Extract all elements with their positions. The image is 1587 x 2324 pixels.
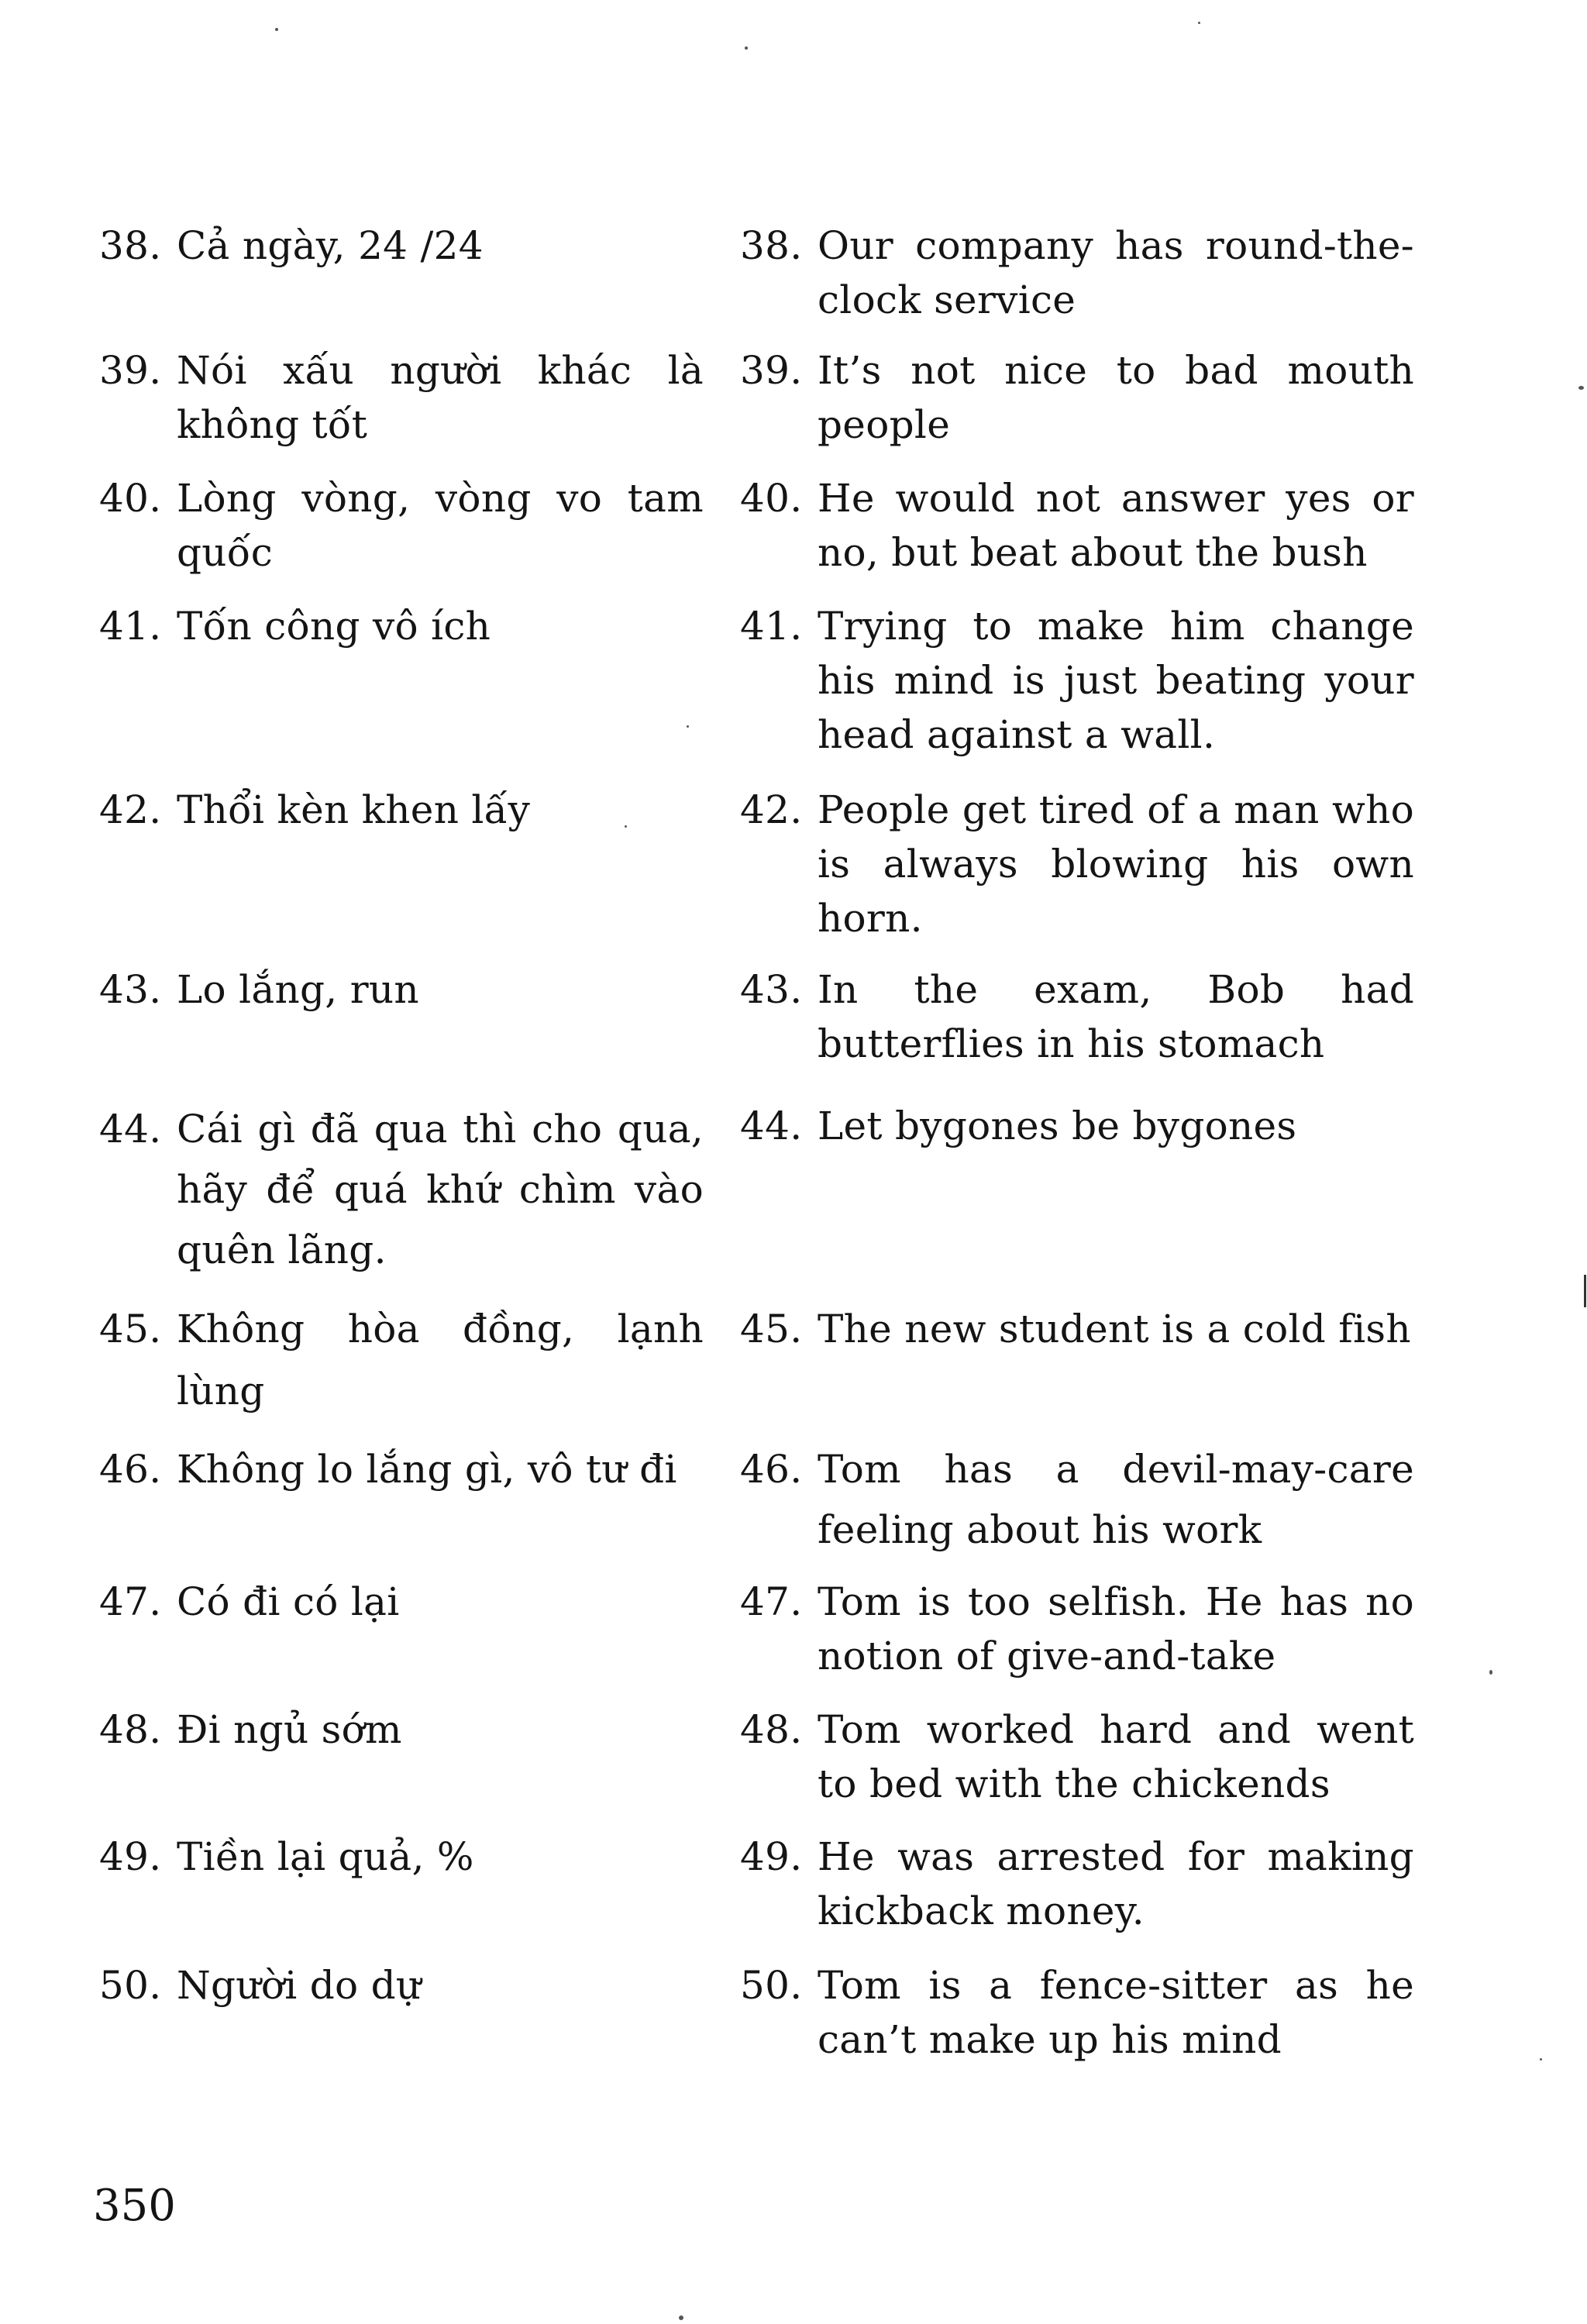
vietnamese-text: Lòng vòng, vòng vo tam quốc	[177, 476, 704, 575]
entry-number: 50.	[99, 1963, 162, 2008]
english-text: In the exam, Bob had butterflies in his stomach	[818, 967, 1414, 1066]
vietnamese-entry	[99, 962, 704, 1017]
scan-speck	[625, 825, 627, 828]
english-entry	[740, 962, 1414, 1071]
english-text: He would not answer yes or no, but beat about the bush	[818, 476, 1414, 575]
scan-speck	[1489, 1670, 1492, 1675]
entry-number: 42.	[740, 787, 803, 832]
english-text: Tom has a devil-may-care feeling about his work	[818, 1447, 1414, 1552]
entry-number: 42.	[99, 787, 162, 832]
entry-number: 49.	[740, 1834, 803, 1879]
vietnamese-text: Tiền lại quả, %	[177, 1834, 474, 1879]
entry-number: 49.	[99, 1834, 162, 1879]
english-text: Tom is a fence-sitter as he can’t make up his mind	[818, 1963, 1414, 2062]
english-text: Our company has round-the-clock service	[818, 223, 1414, 322]
entry-number: 38.	[740, 223, 803, 268]
entry-number: 41.	[99, 604, 162, 649]
english-entry	[740, 219, 1414, 327]
english-entry	[740, 783, 1414, 945]
scan-mark	[1584, 1275, 1586, 1307]
english-entry	[740, 1575, 1414, 1683]
vietnamese-entry	[99, 1298, 704, 1422]
scan-speck	[275, 28, 278, 31]
entry-number: 44.	[740, 1103, 803, 1148]
entry-number: 46.	[99, 1447, 162, 1492]
entry-number: 40.	[740, 476, 803, 521]
vietnamese-entry	[99, 1958, 704, 2012]
vietnamese-entry	[99, 1830, 704, 1884]
entry-number: 41.	[740, 604, 803, 649]
english-entry	[740, 1958, 1414, 2067]
vietnamese-entry	[99, 343, 704, 452]
page-number: 350	[93, 2181, 176, 2231]
vietnamese-text: Lo lắng, run	[177, 967, 419, 1012]
english-text: Tom is too selfish. He has no notion of give-and-take	[818, 1579, 1414, 1678]
scan-speck	[1540, 2058, 1542, 2061]
english-entry	[740, 1099, 1414, 1153]
vietnamese-text: Thổi kèn khen lấy	[177, 787, 531, 832]
english-entry	[740, 1830, 1414, 1938]
entry-number: 48.	[99, 1707, 162, 1752]
english-text: People get tired of a man who is always blowing his own horn.	[818, 787, 1414, 941]
entry-number: 47.	[99, 1579, 162, 1624]
vietnamese-text: Nói xấu người khác là không tốt	[177, 348, 704, 447]
entry-number: 43.	[99, 967, 162, 1012]
vietnamese-text: Tốn công vô ích	[177, 604, 491, 649]
english-entry	[740, 1439, 1414, 1560]
english-text: It’s not nice to bad mouth people	[818, 348, 1414, 447]
english-entry	[740, 599, 1414, 762]
vietnamese-entry	[99, 1703, 704, 1757]
entry-number: 44.	[99, 1107, 162, 1152]
entry-number: 40.	[99, 476, 162, 521]
scan-speck	[687, 725, 689, 728]
entry-number: 48.	[740, 1707, 803, 1752]
english-entry	[740, 1298, 1414, 1360]
vietnamese-text: Cái gì đã qua thì cho qua, hãy để quá khứ chìm vào quên lãng.	[177, 1107, 704, 1272]
scan-speck	[745, 46, 748, 50]
vietnamese-entry	[99, 1099, 704, 1280]
english-entry	[740, 471, 1414, 580]
vietnamese-entry	[99, 783, 704, 837]
vietnamese-entry	[99, 1575, 704, 1629]
vietnamese-text: Có đi có lại	[177, 1579, 400, 1624]
scan-speck	[1578, 386, 1584, 390]
english-text: Let bygones be bygones	[818, 1103, 1297, 1148]
entry-number: 39.	[740, 348, 803, 393]
entry-number: 45.	[740, 1307, 803, 1351]
vietnamese-entry	[99, 219, 704, 273]
entry-number: 45.	[99, 1307, 162, 1351]
vietnamese-entry	[99, 599, 704, 653]
vietnamese-entry	[99, 471, 704, 580]
english-text: Trying to make him change his mind is just beating your head against a wall.	[818, 604, 1414, 757]
english-entry	[740, 343, 1414, 452]
vietnamese-text: Người do dự	[177, 1963, 422, 2008]
entry-number: 46.	[740, 1447, 803, 1492]
entry-number: 38.	[99, 223, 162, 268]
vietnamese-entry	[99, 1439, 704, 1499]
english-text: The new student is a cold fish	[818, 1307, 1411, 1351]
entry-number: 39.	[99, 348, 162, 393]
entry-number: 50.	[740, 1963, 803, 2008]
english-text: He was arrested for making kickback money.	[818, 1834, 1414, 1933]
vietnamese-text: Không lo lắng gì, vô tư đi	[177, 1447, 677, 1492]
entry-number: 47.	[740, 1579, 803, 1624]
vietnamese-text: Không hòa đồng, lạnh lùng	[177, 1307, 704, 1413]
entry-number: 43.	[740, 967, 803, 1012]
scan-speck	[1198, 22, 1200, 24]
vietnamese-text: Cả ngày, 24 /24	[177, 223, 484, 268]
vietnamese-text: Đi ngủ sớm	[177, 1707, 402, 1752]
english-text: Tom worked hard and went to bed with the chickends	[818, 1707, 1414, 1806]
scan-speck	[679, 2315, 683, 2320]
english-entry	[740, 1703, 1414, 1811]
